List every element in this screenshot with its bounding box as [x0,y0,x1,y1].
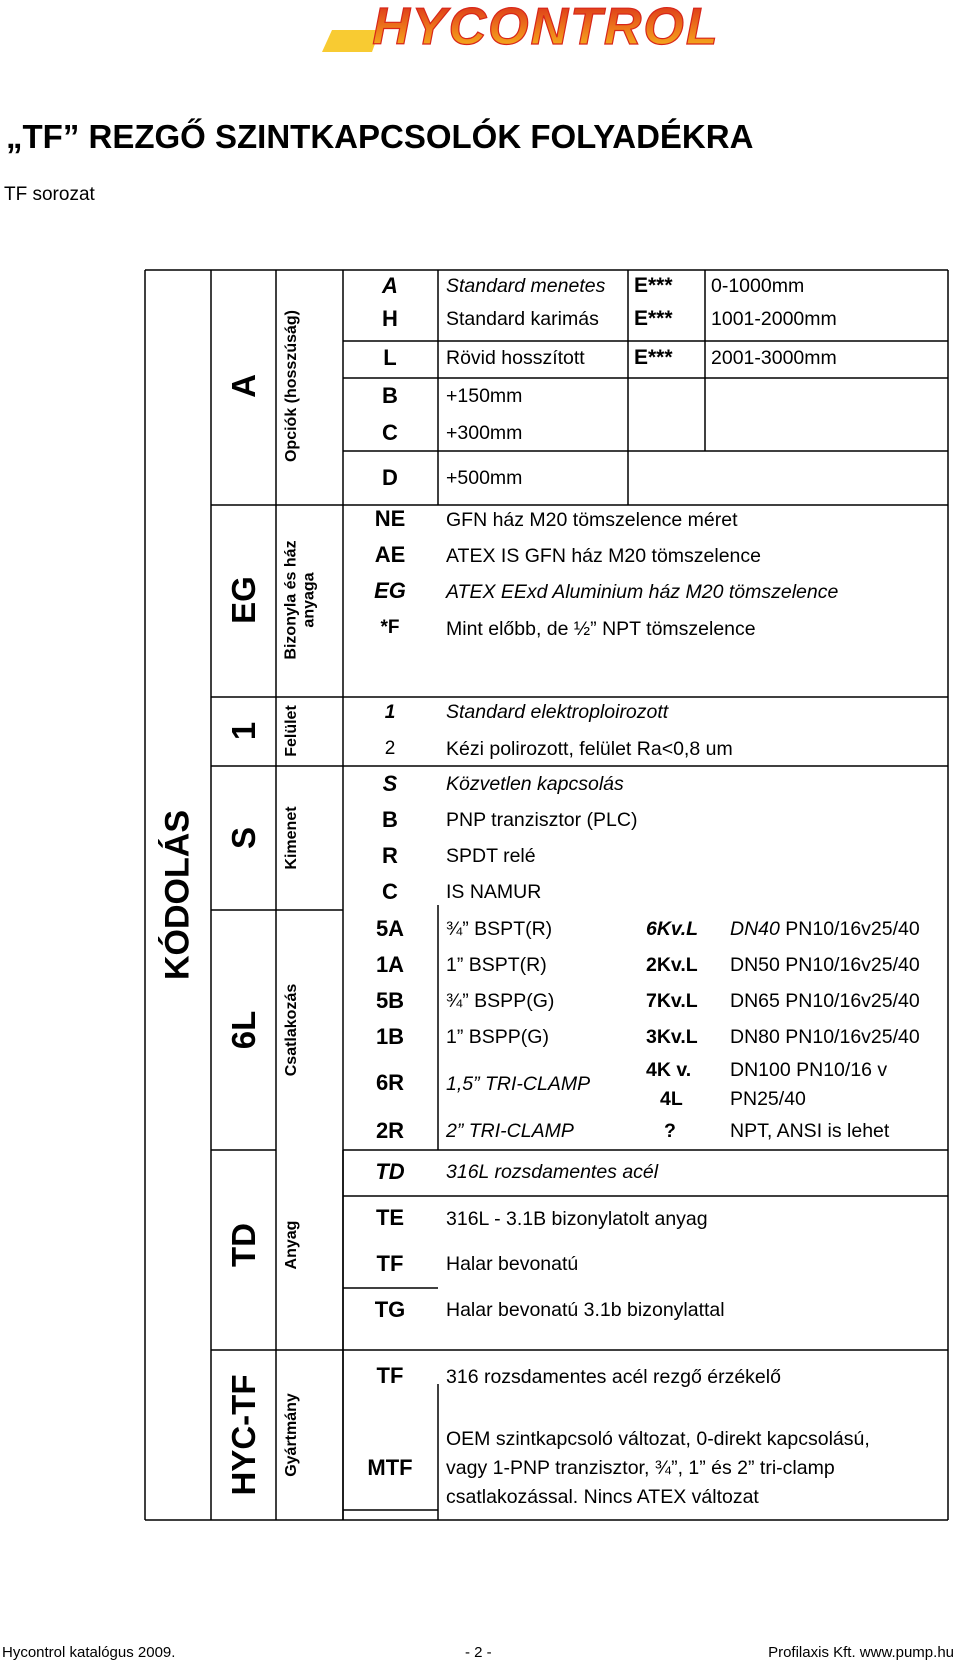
footer-left: Hycontrol katalógus 2009. [2,1644,176,1661]
code-cell: 2R [375,1118,405,1143]
code-cell: A [382,273,398,298]
desc-cell: +500mm [446,467,523,489]
group-code-a: A [224,374,262,398]
code-cell: NE [374,506,406,531]
group-label-product: Gyártmány [283,1393,301,1477]
desc-cell: Mint előbb, de ½” NPT tömszelence [446,618,756,640]
range-cell: 0-1000mm [711,275,805,297]
desc-cell: csatlakozással. Nincs ATEX változat [446,1486,759,1508]
code-cell: TF [376,1363,404,1388]
desc-cell: ¾” BSPP(G) [446,990,555,1012]
dn-cell: DN50 PN10/16v25/40 [730,954,920,976]
logo-text: HYCONTROL [372,0,720,55]
kv-cell: 4L [660,1088,683,1110]
code-cell: 1B [375,1024,405,1049]
code-cell: D [382,465,398,490]
desc-cell: IS NAMUR [446,881,542,903]
desc-cell: +150mm [446,385,523,407]
dn-cell: PN25/40 [730,1088,806,1110]
dn-cell: DN65 PN10/16v25/40 [730,990,920,1012]
code-cell: 1A [375,952,405,977]
group-code-hyc-tf: HYC-TF [224,1374,262,1496]
code-cell: 2 [384,738,396,759]
kv-cell: 3Kv.L [646,1026,698,1048]
code-cell: 6R [375,1070,405,1095]
code-cell: H [382,306,398,331]
dn-cell: DN100 PN10/16 v [730,1059,888,1081]
desc-cell: 316 rozsdamentes acél rezgő érzékelő [446,1366,781,1388]
desc-cell: SPDT relé [446,845,536,867]
desc-cell: 1” BSPP(G) [446,1026,549,1048]
code-cell: R [382,843,398,868]
dn-cell: NPT, ANSI is lehet [730,1120,890,1142]
code-cell: L [383,345,397,370]
group-label-options: Opciók (hosszúság) [283,309,301,463]
group-code-s: S [224,826,262,850]
desc-cell: +300mm [446,422,523,444]
desc-cell: Halar bevonatú [446,1253,579,1275]
desc-cell: ATEX EExd Aluminium ház M20 tömszelence [446,581,839,603]
desc-cell: 1,5” TRI-CLAMP [446,1073,591,1095]
desc-cell: Standard elektroploirozott [446,701,669,723]
desc-cell: vagy 1-PNP tranzisztor, ¾”, 1” és 2” tri-clamp [446,1457,835,1479]
desc-cell: Kézi polirozott, felület Ra<0,8 um [446,738,733,760]
page-title: „TF” REZGŐ SZINTKAPCSOLÓK FOLYADÉKRA [6,118,754,155]
desc-cell: Standard menetes [446,275,606,297]
code-cell: C [382,420,398,445]
kv-cell: 4K v. [646,1059,692,1081]
desc-cell: ATEX IS GFN ház M20 tömszelence [446,545,761,567]
code-cell: AE [374,542,406,567]
group-code-6l: 6L [224,1010,262,1050]
code-cell: TF [376,1251,404,1276]
footer-right: Profilaxis Kft. www.pump.hu [768,1644,954,1661]
kv-cell: 7Kv.L [646,990,698,1012]
group-code-1: 1 [224,721,262,741]
group-code-eg: EG [224,576,262,624]
code-cell: TE [375,1205,405,1230]
group-label-output: Kimenet [283,806,301,870]
code-cell: 5A [375,916,405,941]
kv-cell: 2Kv.L [646,954,698,976]
code-cell: B [382,807,398,832]
code-cell: 1 [384,702,396,723]
code-cell: TD [375,1159,405,1184]
code-cell: S [382,771,398,796]
code-cell: C [382,879,398,904]
footer-page-number: - 2 - [465,1644,492,1661]
desc-cell: 316L rozsdamentes acél [446,1161,659,1183]
desc-cell: Rövid hosszított [446,347,585,369]
desc-cell: 1” BSPT(R) [446,954,547,976]
desc-cell: Standard karimás [446,308,599,330]
group-label-housing: Bizonyla és ház anyaga [282,540,317,660]
desc-cell: PNP tranzisztor (PLC) [446,809,638,831]
group-label-connection: Csatlakozás [283,983,301,1077]
desc-cell: ¾” BSPT(R) [446,918,553,940]
code-cell: *F [380,617,400,638]
kv-cell: ? [664,1120,676,1142]
code-cell: 5B [375,988,405,1013]
desc-cell: GFN ház M20 tömszelence méret [446,509,738,531]
code-cell: MTF [367,1455,413,1480]
desc-cell: 316L - 3.1B bizonylatolt anyag [446,1208,708,1230]
code-cell: EG [374,578,406,603]
dn-cell: DN40 PN10/16v25/40 [730,918,920,940]
code-cell: B [382,383,398,408]
range-cell: 1001-2000mm [711,308,837,330]
group-code-td: TD [224,1223,262,1267]
coding-label: KÓDOLÁS [158,810,197,980]
e-cell: E*** [634,274,673,297]
e-cell: E*** [634,346,673,369]
desc-cell: Halar bevonatú 3.1b bizonylattal [446,1299,725,1321]
desc-cell: Közvetlen kapcsolás [446,773,624,795]
group-label-material: Anyag [283,1220,301,1270]
page-subtitle: TF sorozat [4,184,95,205]
desc-cell: OEM szintkapcsoló változat, 0-direkt kapcsolású, [446,1428,870,1450]
group-label-surface: Felület [283,705,301,757]
e-cell: E*** [634,307,673,330]
kv-cell: 6Kv.L [646,918,699,940]
code-cell: TG [374,1297,406,1322]
desc-cell: 2” TRI-CLAMP [446,1120,574,1142]
dn-cell: DN80 PN10/16v25/40 [730,1026,920,1048]
range-cell: 2001-3000mm [711,347,837,369]
